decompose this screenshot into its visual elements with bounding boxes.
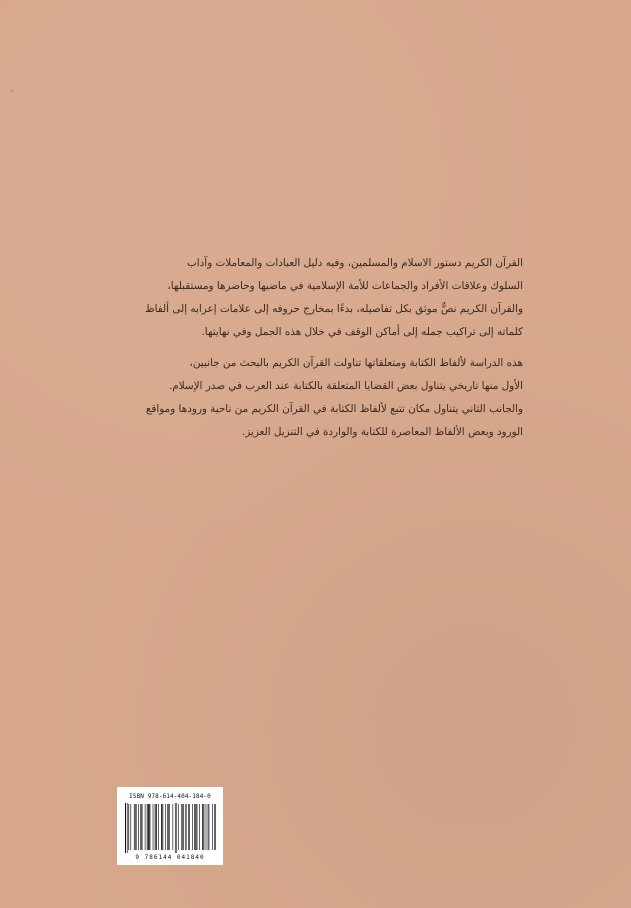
barcode-bar	[148, 804, 149, 850]
barcode-bar	[130, 804, 131, 850]
isbn-barcode	[117, 787, 223, 865]
isbn-text: ISBN 978-614-404-184-0	[129, 793, 211, 800]
barcode-bar	[149, 804, 150, 850]
paragraph-1-line-4: كلماته إلى تراكيب جمله إلى أماكن الوقف في خلال هذه الجمل وفي نهايتها.	[201, 326, 523, 338]
barcode-bar	[125, 803, 126, 853]
barcode-bar	[209, 804, 210, 850]
paragraph-2-line-4: الورود وبعض الألفاظ المعاصرة للكتابة والواردة في التنزيل العزيز.	[241, 426, 523, 438]
barcode-bar	[183, 804, 184, 850]
barcode-bar	[212, 804, 213, 850]
barcode-bar	[182, 804, 183, 850]
barcode-bar	[167, 804, 168, 850]
barcode-bar	[178, 804, 179, 850]
barcode-bar	[188, 804, 189, 850]
barcode-bar	[204, 804, 205, 850]
barcode-bar	[214, 804, 215, 850]
barcode-bar	[169, 804, 170, 850]
barcode-bar	[161, 804, 162, 850]
barcode-bar	[173, 804, 174, 850]
barcode-bar	[163, 804, 164, 850]
barcode-bar	[206, 804, 207, 850]
barcode-bar	[134, 804, 135, 850]
barcode-bar	[168, 804, 169, 850]
barcode-bar	[181, 804, 182, 850]
barcode-bar	[147, 804, 148, 850]
barcode-bar	[142, 804, 143, 850]
paragraph-2-line-1: هذه الدراسة لألفاظ الكتابة ومتعلقاتها تناولت القرآن الكريم بالبحث من جانبين،	[189, 357, 523, 369]
barcode-bar	[153, 804, 154, 850]
paragraph-2-line-2: الأول منها تاريخي يتناول بعض القضايا المتعلقة بالكتابة عند العرب في صدر الإسلام.	[168, 380, 523, 392]
barcode-bar	[189, 804, 190, 850]
barcode-bar	[136, 804, 137, 850]
barcode-bar	[199, 804, 200, 850]
barcode-bar	[185, 804, 186, 850]
paragraph-2	[117, 352, 523, 444]
barcode-bar	[156, 804, 157, 850]
barcode-bar	[127, 803, 128, 853]
barcode-bar	[145, 804, 146, 850]
barcode-bar	[202, 804, 203, 850]
barcode-bar	[215, 804, 216, 850]
barcode-bar	[140, 804, 141, 850]
barcode-bar	[158, 804, 159, 850]
barcode-bar	[176, 803, 177, 853]
barcode-bar	[196, 804, 197, 850]
barcode-bar	[138, 804, 139, 850]
blurb-text	[117, 252, 523, 444]
paragraph-2-line-3: والجانب الثاني يتناول مكان تتبع لألفاظ الكتابة في القرآن الكريم من ناحية ورودها ومواقع	[145, 403, 523, 415]
barcode-bar	[155, 804, 156, 850]
barcode-bar	[208, 804, 209, 850]
barcode-bars	[123, 803, 217, 853]
paragraph-1	[117, 252, 523, 344]
barcode-bar	[135, 804, 136, 850]
barcode-bar	[165, 804, 166, 850]
barcode-bar	[192, 804, 193, 850]
paragraph-1-line-1: القرآن الكريم دستور الاسلام والمسلمين، وفيه دليل العبادات والمعاملات وآداب	[187, 257, 523, 269]
barcode-bar	[197, 804, 198, 850]
barcode-bar	[128, 804, 129, 850]
barcode-bar	[175, 803, 176, 853]
barcode-bar	[194, 804, 195, 850]
barcode-number: 9 786144 041840	[135, 854, 205, 861]
print-mark: ⌃	[8, 89, 17, 100]
paragraph-1-line-2: السلوك وعلاقات الأفراد والجماعات للأمة الإسلامية في ماضيها وحاضرها ومستقبلها،	[167, 280, 523, 292]
paragraph-1-line-3: والقرآن الكريم نصٌّ موثق بكل تفاصيله، بدءًا بمخارج حروفه إلى علامات إعرابه إلى ألفاظ	[144, 303, 523, 315]
